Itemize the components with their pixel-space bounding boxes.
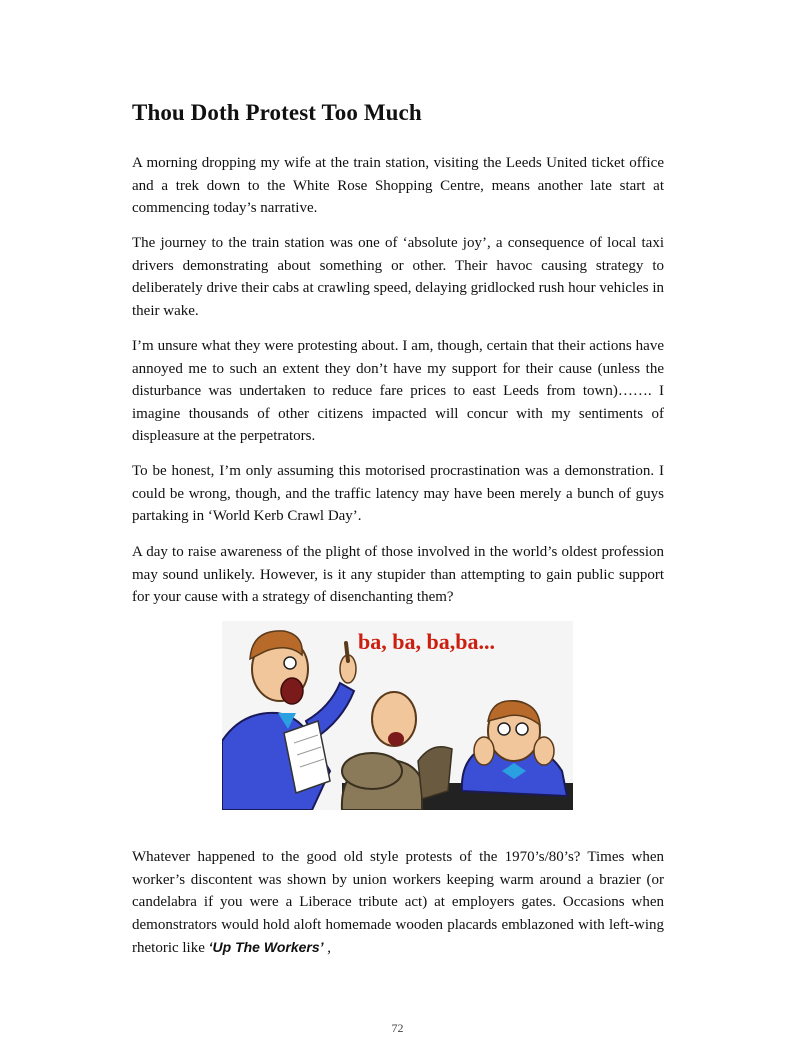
paragraph-1: A morning dropping my wife at the train station, visiting the Leeds United ticket office and a trek down to the White Rose Shopping Centre, means another late start at commencing today’s narrative.	[132, 155, 664, 216]
paragraph-6-text: Whatever happened to the good old style protests of the 1970’s/80’s? Times when worker’s discontent was shown by union workers keeping warm around a brazier (or candelabra if you were a Liberace tribute act) at employers gates. Occasions when demonstrators would hold aloft homemade wooden placards emblazoned with left-wing rhetoric like	[132, 849, 664, 956]
page-title: Thou Doth Protest Too Much	[132, 100, 422, 125]
up-the-workers-slogan: ‘Up The Workers’	[208, 939, 324, 955]
paragraph-6-tail: ,	[323, 940, 332, 956]
speech-text: ba, ba, ba,ba...	[358, 629, 495, 654]
paragraph-3: I’m unsure what they were protesting about. I am, though, certain that their actions have annoyed me to such an extent they don’t have my support for their cause (unless the disturbance was undertaken to reduce fare prices to east Leeds from town)……. I imagine thousands of other citizens impacted will concur with my sentiments of displeasure at the perpetrators.	[132, 338, 664, 444]
paragraph-5: A day to raise awareness of the plight of those involved in the world’s oldest profession may sound unlikely. However, is it any stupider than attempting to gain public support for your cause with a strategy of disenchanting them?	[132, 544, 664, 605]
paragraph-2: The journey to the train station was one of ‘absolute joy’, a consequence of local taxi drivers demonstrating about something or other. Their havoc causing strategy to deliberately drive their cabs at crawling speed, delaying gridlocked rush hour vehicles in their wake.	[132, 235, 664, 319]
page-number: 72	[391, 1021, 404, 1035]
protest-cartoon-illustration	[222, 621, 573, 810]
paragraph-4: To be honest, I’m only assuming this motorised procrastination was a demonstration. I could be wrong, though, and the traffic latency may have been merely a bunch of guys partaking in ‘World Kerb Crawl Day’.	[132, 463, 664, 524]
paragraph-6	[132, 846, 664, 960]
